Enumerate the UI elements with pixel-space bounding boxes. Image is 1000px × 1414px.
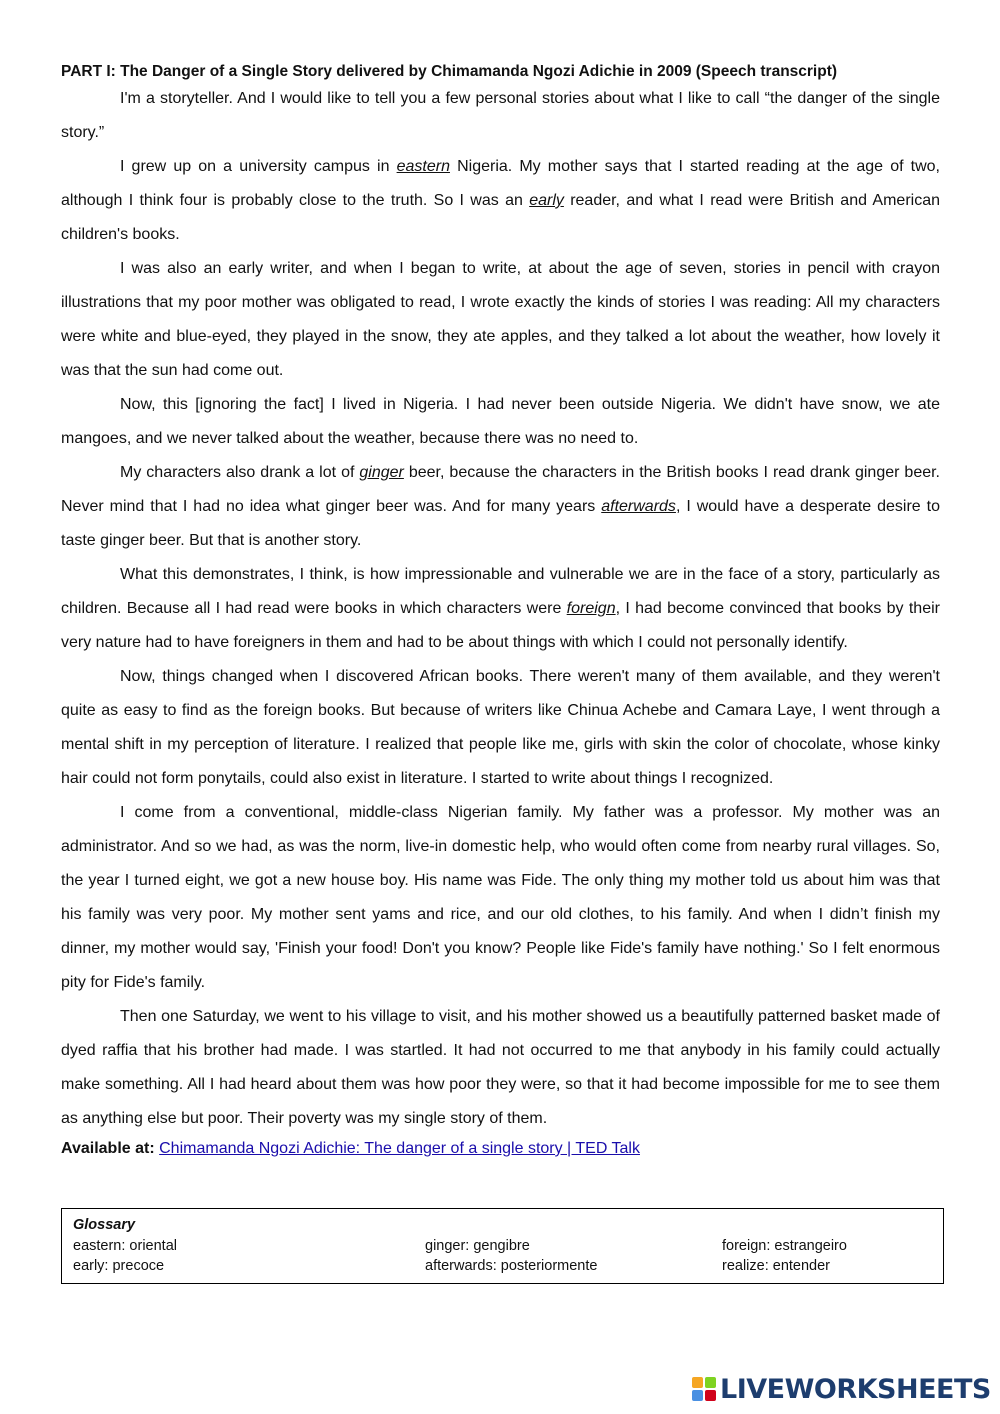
paragraph	[61, 388, 940, 456]
document-body	[61, 60, 940, 1160]
source-line	[61, 1138, 940, 1160]
glossary-title: Glossary	[73, 1217, 136, 1233]
paragraph	[61, 252, 940, 388]
glossary-word: afterwards	[601, 498, 676, 515]
paragraph-text: I come from a conventional, middle-class Nigerian family. My father was a professor. My mother was an administrator. And so we had, as was the norm, live-in domestic help, who would often come from nearby rural villages. So, the year I turned eight, we got a new house boy. His name was Fide. The only thing my mother told us about him was that his family was very poor. My mother sent yams and rice, and our old clothes, to his family. And when I didn’t finish my dinner, my mother would say, 'Finish your food! Don't you know? People like Fide's family have nothing.' So I felt enormous pity for Fide's family.	[61, 804, 940, 991]
glossary-entry: ginger: gengibre	[425, 1237, 530, 1254]
paragraph-text: reader, and what I read were British and American children's books.	[61, 192, 940, 243]
paragraph-text: , I would have a desperate desire to taste ginger beer. But that is another story.	[61, 498, 940, 549]
glossary-entry: early: precoce	[73, 1258, 165, 1274]
paragraph	[61, 456, 940, 558]
paragraph-text: Nigeria. My mother says that I started reading at the age of two, although I think four is probably close to the truth. So I was an	[61, 158, 941, 209]
page-title: PART I: The Danger of a Single Story delivered by Chimamanda Ngozi Adichie in 2009 (Speech transcript)	[61, 63, 838, 80]
glossary-word: foreign	[566, 600, 616, 617]
paragraph	[61, 150, 940, 252]
paragraph	[61, 558, 940, 660]
paragraph-text: , I had become convinced that books by their very nature had to have foreigners in them and had to be about things with which I could not personally identify.	[61, 600, 940, 651]
glossary-word: early	[529, 192, 564, 209]
paragraph	[61, 660, 940, 796]
paragraph	[61, 796, 940, 1000]
glossary-entry: realize: entender	[722, 1258, 831, 1274]
paragraph-text: beer, because the characters in the British books I read drank ginger beer. Never mind that I had no idea what ginger beer was. And for many years	[61, 464, 941, 515]
glossary-box	[61, 1208, 944, 1284]
glossary-word: eastern	[396, 158, 450, 175]
glossary-entry: eastern: oriental	[73, 1237, 177, 1254]
paragraph-text: Now, things changed when I discovered African books. There weren't many of them available, and they weren't quite as easy to find as the foreign books. But because of writers like Chinua Achebe and Camara Laye, I went through a mental shift in my perception of literature. I realized that people like me, girls with skin the color of chocolate, whose kinky hair could not form ponytails, could also exist in literature. I started to write about things I recognized.	[61, 668, 940, 787]
paragraph-text: I was also an early writer, and when I began to write, at about the age of seven, stories in pencil with crayon illustrations that my poor mother was obligated to read, I wrote exactly the kinds of stories I was reading: All my characters were white and blue-eyed, they played in the snow, they ate apples, and they talked a lot about the weather, how lovely it was that the sun had come out.	[61, 260, 940, 379]
paragraph-text: I grew up on a university campus in	[120, 158, 397, 175]
paragraph	[61, 1000, 940, 1136]
glossary-entry: afterwards: posteriormente	[425, 1258, 598, 1274]
glossary-row	[73, 1256, 932, 1277]
paragraph-text: I'm a storyteller. And I would like to tell you a few personal stories about what I like to call “the danger of the single story.”	[61, 90, 940, 141]
logo-text: LIVEWORKSHEETS	[720, 1373, 991, 1405]
glossary-row	[73, 1236, 932, 1257]
liveworksheets-logo	[692, 1374, 991, 1404]
paragraph-text: What this demonstrates, I think, is how impressionable and vulnerable we are in the face of a story, particularly as children. Because all I had read were books in which characters were	[61, 566, 940, 617]
paragraph	[61, 82, 940, 150]
paragraph-text: My characters also drank a lot of	[120, 464, 360, 481]
transcript	[61, 82, 940, 1136]
glossary-entry: foreign: estrangeiro	[722, 1237, 847, 1254]
paragraph-text: Then one Saturday, we went to his village to visit, and his mother showed us a beautifully patterned basket made of dyed raffia that his brother had made. I was startled. It had not occurred to me that anybody in his family could actually make something. All I had heard about them was how poor they were, so that it had become impossible for me to see them as anything else but poor. Their poverty was my single story of them.	[61, 1008, 940, 1127]
glossary-word: ginger	[359, 464, 404, 481]
source-link[interactable]: Chimamanda Ngozi Adichie: The danger of a single story | TED Talk	[159, 1140, 640, 1157]
source-label: Available at:	[61, 1140, 155, 1157]
paragraph-text: Now, this [ignoring the fact] I lived in Nigeria. I had never been outside Nigeria. We didn't have snow, we ate mangoes, and we never talked about the weather, because there was no need to.	[61, 396, 940, 447]
liveworksheets-logo-icon	[692, 1377, 716, 1401]
